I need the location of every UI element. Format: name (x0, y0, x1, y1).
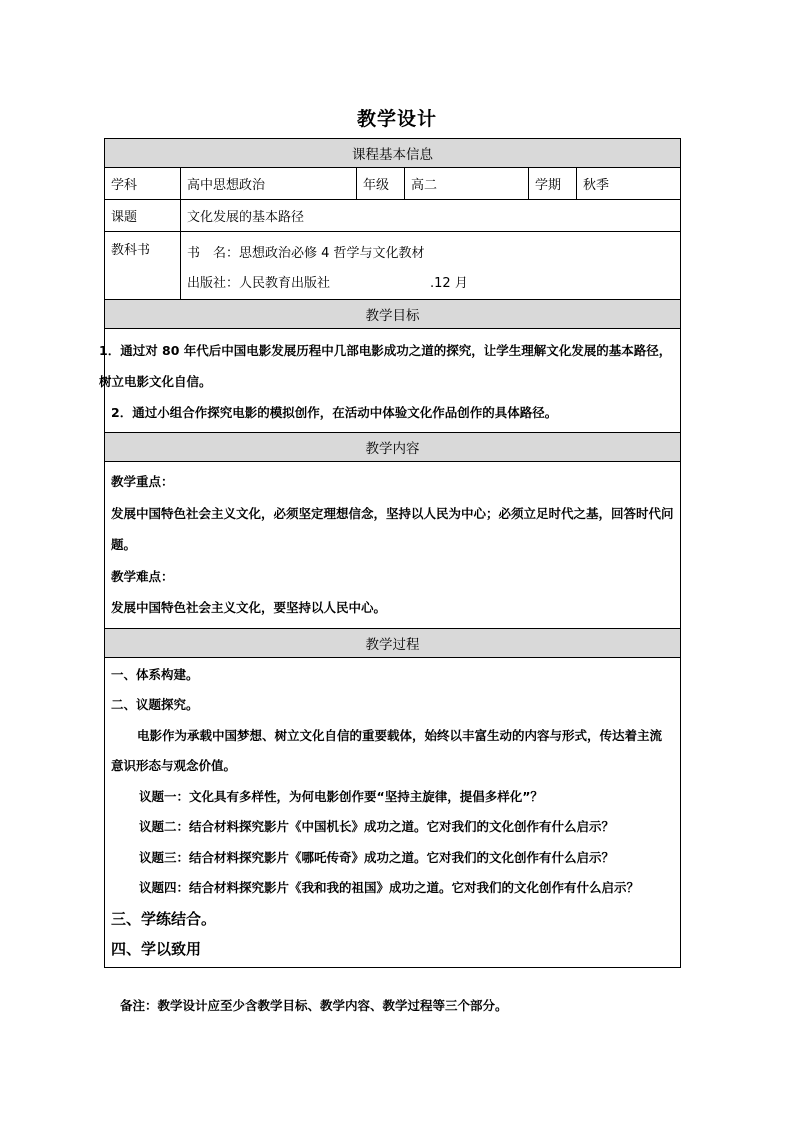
topic-label: 课题 (105, 200, 181, 232)
objectives-header-row (105, 300, 681, 329)
topic-question-3: 议题三：结合材料探究影片《哪吒传奇》成功之道。它对我们的文化创作有什么启示？ (139, 849, 615, 865)
difficult-point-text: 发展中国特色社会主义文化，要坚持以人民中心。 (111, 600, 387, 615)
basic-info-header: 课程基本信息 (105, 139, 681, 168)
process-header: 教学过程 (105, 628, 681, 657)
textbook-label: 教科书 (105, 232, 181, 300)
objective-1 (99, 335, 674, 397)
process-step-1: 一、体系构建。 (111, 666, 199, 682)
content-row (105, 462, 681, 629)
topic-question-4: 议题四：结合材料探究影片《我和我的祖国》成功之道。它对我们的文化创作有什么启示？ (139, 880, 640, 895)
textbook-row (105, 232, 681, 300)
page-title: 教学设计 (356, 108, 437, 130)
content-cell (105, 462, 681, 629)
process-intro: 电影作为承载中国梦想、树立文化自信的重要载体，始终以丰富生动的内容与形式，传达着主流意识形态与观念价值。 (111, 727, 663, 773)
textbook-publisher: 出版社：人民教育出版社 (187, 276, 331, 291)
lesson-plan-table (99, 138, 681, 968)
process-header-row (105, 628, 681, 657)
topic-question-1: 议题一：文化具有多样性，为何电影创作要“坚持主旋律，提倡多样化”？ (139, 788, 543, 804)
process-step-2: 二、议题探究。 (111, 697, 199, 712)
basic-info-header-row (105, 139, 681, 168)
subject-value: 高中思想政治 (181, 168, 357, 200)
process-step-4: 四、学以致用 (111, 940, 202, 958)
process-cell (105, 657, 681, 967)
textbook-book: 书 名：思想政治必修 4 哲学与文化教材 (187, 246, 425, 261)
term-value: 秋季 (577, 168, 681, 200)
topic-row (105, 200, 681, 232)
objectives-row (105, 329, 681, 433)
footnote: 备注：教学设计应至少含教学目标、教学内容、教学过程等三个部分。 (120, 998, 508, 1013)
objective-1-text: 1．通过对 80 年代后中国电影发展历程中几部电影成功之道的探究，让学生理解文化发展的基本路径，树立电影文化自信。 (99, 343, 672, 389)
process-step-3: 三、学练结合。 (111, 909, 217, 928)
subject-row (105, 168, 681, 200)
grade-value: 高二 (405, 168, 529, 200)
objective-2: 2．通过小组合作探究电影的模拟创作，在活动中体验文化作品创作的具体路径。 (111, 405, 558, 420)
objectives-header: 教学目标 (105, 300, 681, 329)
grade-label: 年级 (357, 168, 405, 200)
topic-value: 文化发展的基本路径 (181, 200, 681, 232)
term-label: 学期 (529, 168, 577, 200)
content-header: 教学内容 (105, 433, 681, 462)
textbook-date: .12 月 (430, 276, 468, 291)
textbook-publisher-line (187, 269, 674, 299)
subject-label: 学科 (105, 168, 181, 200)
difficult-point-label: 教学难点： (111, 568, 174, 584)
key-point-label: 教学重点： (111, 474, 174, 489)
textbook-value (181, 232, 681, 300)
content-header-row (105, 433, 681, 462)
objectives-cell (99, 329, 681, 433)
topic-question-2: 议题二：结合材料探究影片《中国机长》成功之道。它对我们的文化创作有什么启示？ (139, 819, 615, 834)
process-row (105, 657, 681, 967)
key-point-text: 发展中国特色社会主义文化，必须坚定理想信念，坚持以人民为中心；必须立足时代之基，回答时代问题。 (111, 505, 674, 552)
